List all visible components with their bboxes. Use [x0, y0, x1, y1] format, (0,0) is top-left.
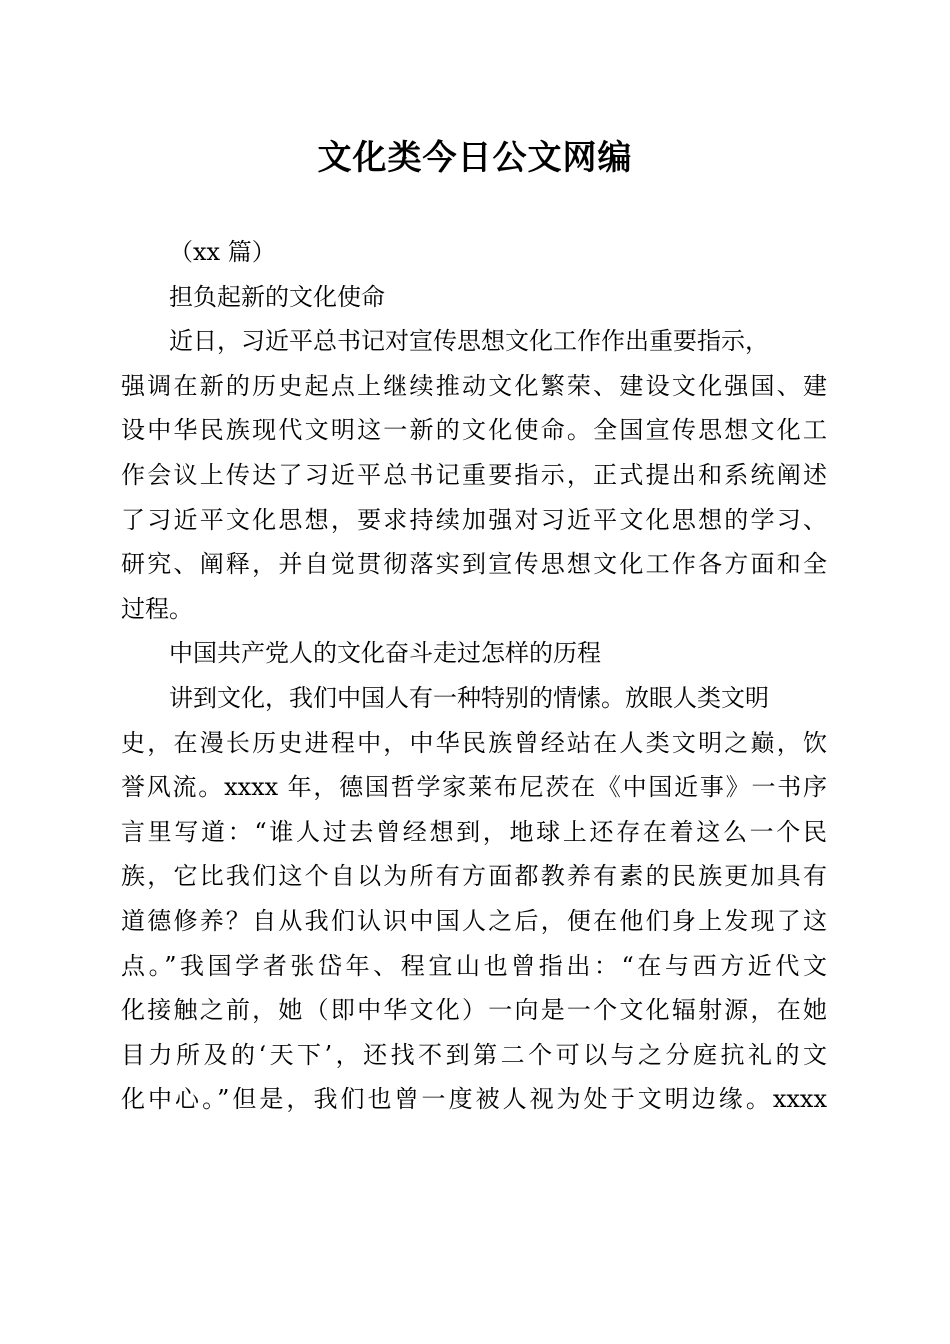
- text-line: 担负起新的文化使命: [169, 282, 385, 311]
- text-line: 道德修养？自从我们认识中国人之后，便在他们身上发现了这: [121, 906, 827, 935]
- text-line: 研究、阐释，并自觉贯彻落实到宣传思想文化工作各方面和全: [121, 550, 827, 579]
- document-body: [121, 230, 827, 1122]
- document-title: 文化类今日公文网编: [317, 138, 633, 178]
- text-line: 言里写道：“谁人过去曾经想到，地球上还存在着这么一个民: [121, 817, 827, 846]
- text-line: 目力所及的‘天下’，还找不到第二个可以与之分庭抗礼的文: [121, 1040, 827, 1069]
- text-line: 设中华民族现代文明这一新的文化使命。全国宣传思想文化工: [121, 416, 827, 445]
- text-line: 近日，习近平总书记对宣传思想文化工作作出重要指示，: [169, 327, 769, 356]
- text-line: 誉风流。xxxx 年，德国哲学家莱布尼茨在《中国近事》一书序: [121, 773, 827, 802]
- text-line: 中国共产党人的文化奋斗走过怎样的历程: [169, 639, 601, 668]
- text-line: 族，它比我们这个自以为所有方面都教养有素的民族更加具有: [121, 862, 827, 891]
- text-line: 讲到文化，我们中国人有一种特别的情愫。放眼人类文明: [169, 683, 769, 712]
- text-line: 过程。: [121, 594, 193, 623]
- text-line: （xx 篇）: [169, 238, 276, 266]
- text-line: 作会议上传达了习近平总书记重要指示，正式提出和系统阐述: [121, 460, 827, 489]
- text-line: 化中心。”但是，我们也曾一度被人视为处于文明边缘。xxxx: [121, 1085, 827, 1114]
- text-line: 史，在漫长历史进程中，中华民族曾经站在人类文明之巅，饮: [121, 728, 827, 757]
- text-line: 了习近平文化思想，要求持续加强对习近平文化思想的学习、: [121, 505, 827, 534]
- text-line: 强调在新的历史起点上继续推动文化繁荣、建设文化强国、建: [121, 371, 827, 400]
- text-line: 点。”我国学者张岱年、程宜山也曾指出：“在与西方近代文: [121, 951, 827, 980]
- text-line: 化接触之前，她（即中华文化）一向是一个文化辐射源，在她: [121, 996, 827, 1025]
